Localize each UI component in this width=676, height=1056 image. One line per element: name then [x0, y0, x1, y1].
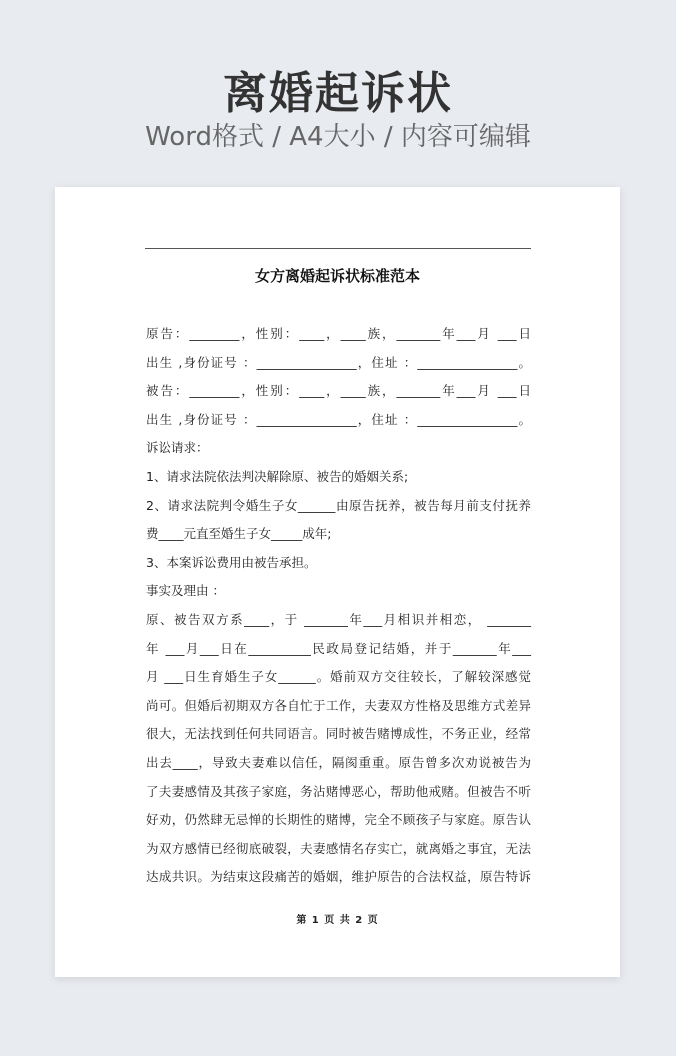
body-line: 好劝，仍然肆无忌惮的长期性的赌博，完全不顾孩子与家庭。原告认 — [146, 812, 531, 828]
hero-title: 离婚起诉状 — [223, 68, 453, 119]
body-line: 诉讼请求： — [146, 440, 209, 456]
body-line: 为双方感情已经彻底破裂，夫妻感情名存实亡，就离婚之事宜，无法 — [146, 840, 531, 856]
body-line: 月 ___日生育婚生子女______。婚前双方交往较长，了解较深感觉 — [146, 669, 531, 685]
body-line: 2、请求法院判令婚生子女______由原告抚养，被告每月前支付抚养 — [146, 497, 531, 513]
hero-subtitle: Word格式 / A4大小 / 内容可编辑 — [145, 122, 531, 152]
body-line: 原、被告双方系____，于 _______年___月相识并相恋， _______ — [146, 611, 531, 627]
body-line: 出生 ,身份证号 ：________________，住址 ：________________。 — [146, 354, 531, 370]
header-rule — [145, 248, 531, 249]
body-line: 出去____，导致夫妻难以信任，隔阂重重。原告曾多次劝说被告为 — [146, 754, 531, 770]
body-line: 尚可。但婚后初期双方各自忙于工作，夫妻双方性格及思维方式差异 — [146, 697, 531, 713]
body-line: 年 ___月___日在__________民政局登记结婚，并于_______年___ — [146, 640, 531, 656]
body-line: 被告：________，性别：____，____族，_______年___月 ___日 — [146, 383, 531, 399]
body-line: 1、请求法院依法判决解除原、被告的婚姻关系; — [146, 468, 409, 484]
body-line: 事实及理由 ： — [146, 583, 225, 599]
body-line: 原告：________，性别：____，____族，_______年___月 ___日 — [146, 326, 531, 341]
body-line: 达成共识。为结束这段痛苦的婚姻，维护原告的合法权益，原告特诉 — [146, 869, 531, 885]
document-title: 女方离婚起诉状标准范本 — [254, 267, 420, 285]
body-line: 费____元直至婚生子女_____成年; — [146, 526, 332, 542]
body-line: 3、本案诉讼费用由被告承担。 — [146, 554, 317, 570]
document-page — [55, 187, 620, 977]
body-line: 了夫妻感情及其孩子家庭，务沾赌博恶心，帮助他戒赌。但被告不听 — [146, 783, 531, 799]
body-line: 出生 ,身份证号 ：________________，住址 ：________________。 — [146, 411, 531, 427]
body-line: 很大，无法找到任何共同语言。同时被告赌博成性，不务正业，经常 — [146, 726, 531, 742]
page-number: 第 1 页 共 2 页 — [296, 915, 379, 926]
document-body — [146, 320, 531, 892]
